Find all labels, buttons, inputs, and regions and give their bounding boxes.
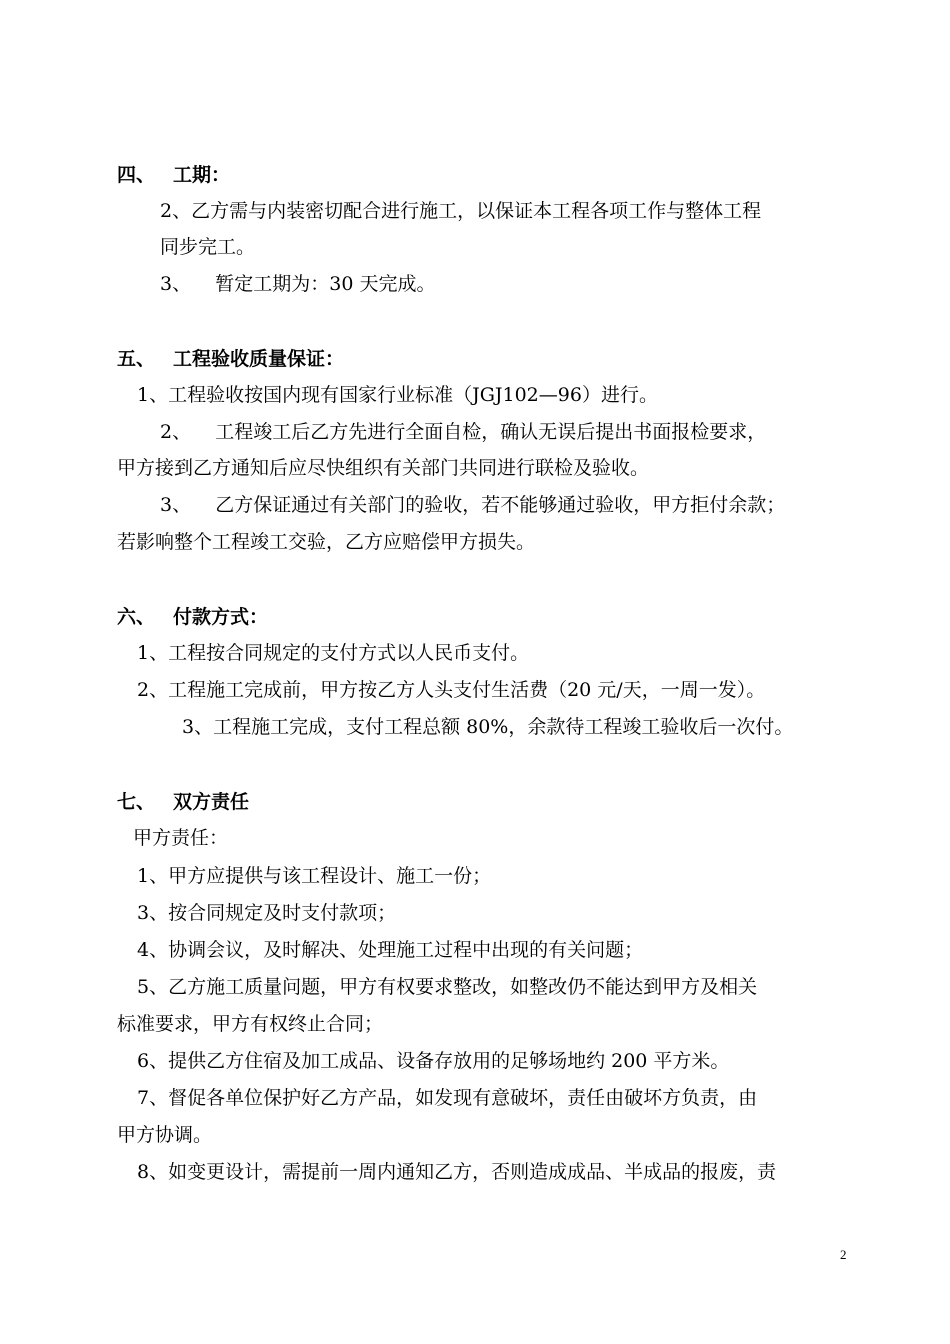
section-5-item-3-line-2: 若影响整个工程竣工交验，乙方应赔偿甲方损失。 <box>117 531 536 553</box>
section-6-number: 六、 <box>117 606 156 628</box>
section-4-item-2-line-2: 同步完工。 <box>160 236 256 258</box>
section-7-subtitle: 甲方责任： <box>133 827 229 849</box>
section-7-item-7-line-2: 甲方协调。 <box>117 1124 213 1146</box>
section-5-number: 五、 <box>117 348 156 370</box>
section-5-item-2-line-1: 2、 工程竣工后乙方先进行全面自检，确认无误后提出书面报检要求， <box>160 421 767 443</box>
section-7-item-5-line-1: 5、乙方施工质量问题，甲方有权要求整改，如整改仍不能达到甲方及相关 <box>137 976 758 998</box>
section-7-item-3: 3、按合同规定及时支付款项； <box>137 902 397 924</box>
section-6-heading <box>117 605 268 629</box>
section-7-item-1: 1、甲方应提供与该工程设计、施工一份； <box>137 865 492 887</box>
section-7-item-7-line-1: 7、督促各单位保护好乙方产品，如发现有意破坏，责任由破坏方负责，由 <box>137 1087 758 1109</box>
section-7-item-5-line-2: 标准要求，甲方有权终止合同； <box>117 1013 384 1035</box>
section-7-title: 双方责任 <box>173 791 250 813</box>
section-5-item-1: 1、工程验收按国内现有国家行业标准（JGJ102—96）进行。 <box>137 384 658 406</box>
section-7-item-4: 4、协调会议，及时解决、处理施工过程中出现的有关问题； <box>137 939 644 961</box>
section-4-number: 四、 <box>117 164 156 186</box>
section-6-item-2: 2、工程施工完成前，甲方按乙方人头支付生活费（20 元/天，一周一发）。 <box>137 679 766 701</box>
section-5-item-3-line-1: 3、 乙方保证通过有关部门的验收，若不能够通过验收，甲方拒付余款； <box>160 494 786 516</box>
section-4-item-3: 3、 暂定工期为：30 天完成。 <box>160 273 436 295</box>
section-6-item-1: 1、工程按合同规定的支付方式以人民币支付。 <box>137 642 530 664</box>
section-6-title: 付款方式： <box>173 606 269 628</box>
section-5-title: 工程验收质量保证： <box>173 348 345 370</box>
section-6-item-3: 3、工程施工完成，支付工程总额 80%，余款待工程竣工验收后一次付。 <box>182 716 794 738</box>
section-7-number: 七、 <box>117 791 156 813</box>
section-4-item-2-line-1: 2、乙方需与内装密切配合进行施工，以保证本工程各项工作与整体工程 <box>160 200 762 222</box>
section-4-heading <box>117 163 230 187</box>
section-5-heading <box>117 347 344 371</box>
page-number: 2 <box>840 1247 847 1262</box>
section-4-title: 工期： <box>173 164 231 186</box>
section-7-heading <box>117 790 249 814</box>
section-7-item-8-line-1: 8、如变更设计，需提前一周内通知乙方，否则造成成品、半成品的报废，责 <box>137 1161 777 1183</box>
section-5-item-2-line-2: 甲方接到乙方通知后应尽快组织有关部门共同进行联检及验收。 <box>117 457 650 479</box>
section-7-item-6: 6、提供乙方住宿及加工成品、设备存放用的足够场地约 200 平方米。 <box>137 1050 730 1072</box>
